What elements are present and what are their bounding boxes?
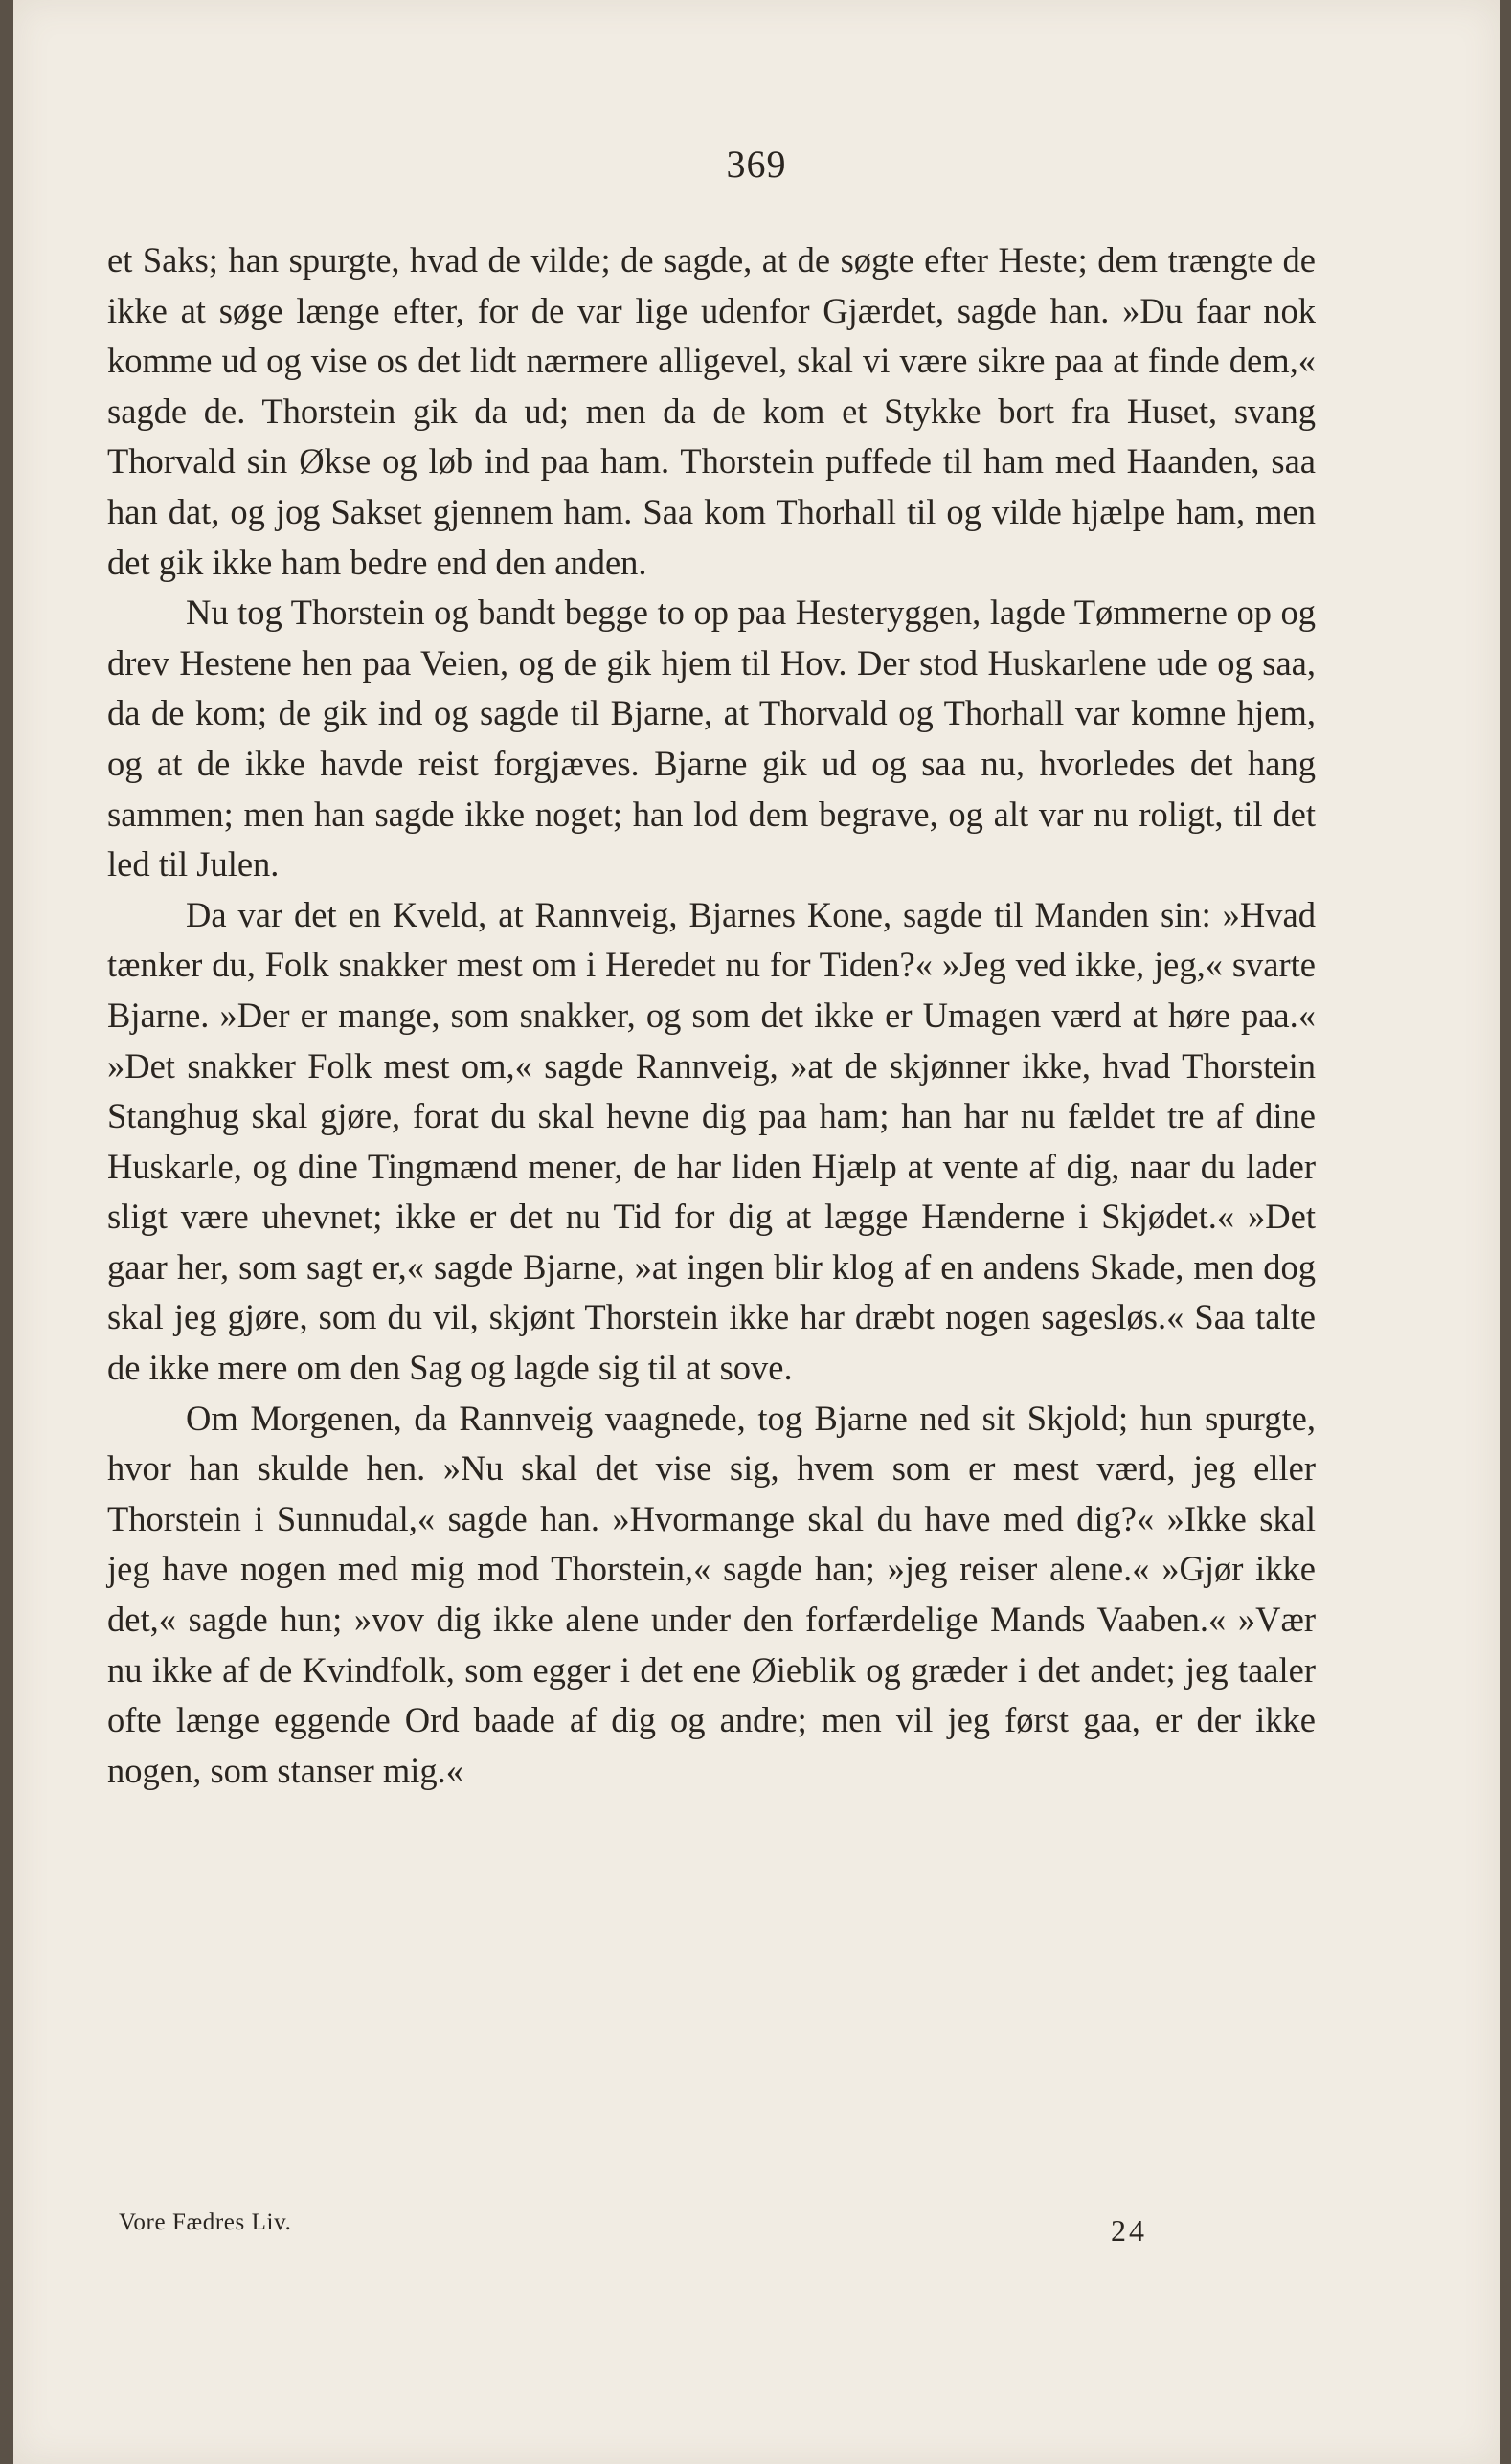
paragraph-1: et Saks; han spurgte, hvad de vilde; de sagde, at de søgte efter Heste; dem trængte de ikke at søge længe efter, for de var lige udenfor Gjærdet, sagde han. »Du faar nok komme ud og vise os det lidt nærmere alligevel, skal vi være sikre paa at finde dem,« sagde de. Thorstein gik da ud; men da de kom et Stykke bort fra Huset, svang Thorvald sin Økse og løb ind paa ham. Thorstein puffede til ham med Haanden, saa han dat, og jog Sakset gjennem ham. Saa kom Thorhall til og vilde hjælpe ham, men det gik ikke ham bedre end den anden. (107, 240, 1316, 582)
signature-mark: 24 (1111, 2213, 1147, 2248)
body-text (107, 235, 1316, 1796)
book-page (13, 0, 1500, 2464)
page-number: 369 (726, 143, 787, 186)
footer-book-title: Vore Fædres Liv. (119, 2209, 292, 2235)
paragraph-2: Nu tog Thorstein og bandt begge to op paa Hesteryggen, lagde Tømmerne op og drev Hestene hen paa Veien, og de gik hjem til Hov. Der stod Huskarlene ude og saa, da de kom; de gik ind og sagde til Bjarne, at Thorvald og Thorhall var komne hjem, og at de ikke havde reist forgjæves. Bjarne gik ud og saa nu, hvorledes det hang sammen; men han sagde ikke noget; han lod dem begrave, og alt var nu roligt, til det led til Julen. (107, 593, 1316, 885)
paragraph-4: Om Morgenen, da Rannveig vaagnede, tog Bjarne ned sit Skjold; hun spurgte, hvor han skulde hen. »Nu skal det vise sig, hvem som er mest værd, jeg eller Thorstein i Sunnudal,« sagde han. »Hvormange skal du have med dig?« »Ikke skal jeg have nogen med mig mod Thorstein,« sagde han; »jeg reiser alene.« »Gjør ikke det,« sagde hun; »vov dig ikke alene under den forfærdelige Mands Vaaben.« »Vær nu ikke af de Kvindfolk, som egger i det ene Øieblik og græder i det andet; jeg taaler ofte længe eggende Ord baade af dig og andre; men vil jeg først gaa, er der ikke nogen, som stanser mig.« (107, 1398, 1316, 1790)
paragraph-3: Da var det en Kveld, at Rannveig, Bjarnes Kone, sagde til Manden sin: »Hvad tænker du, Folk snakker mest om i Heredet nu for Tiden?« »Jeg ved ikke, jeg,« svarte Bjarne. »Der er mange, som snakker, og som det ikke er Umagen værd at høre paa.« »Det snakker Folk mest om,« sagde Rannveig, »at de skjønner ikke, hvad Thorstein Stanghug skal gjøre, forat du skal hevne dig paa ham; han har nu fældet tre af dine Huskarle, og dine Tingmænd mener, de har liden Hjælp at vente af dig, naar du lader sligt være uhevnet; ikke er det nu Tid for dig at lægge Hænderne i Skjødet.« »Det gaar her, som sagt er,« sagde Bjarne, »at ingen blir klog af en andens Skade, men dog skal jeg gjøre, som du vil, skjønt Thorstein ikke har dræbt nogen sagesløs.« Saa talte de ikke mere om den Sag og lagde sig til at sove. (107, 894, 1316, 1388)
